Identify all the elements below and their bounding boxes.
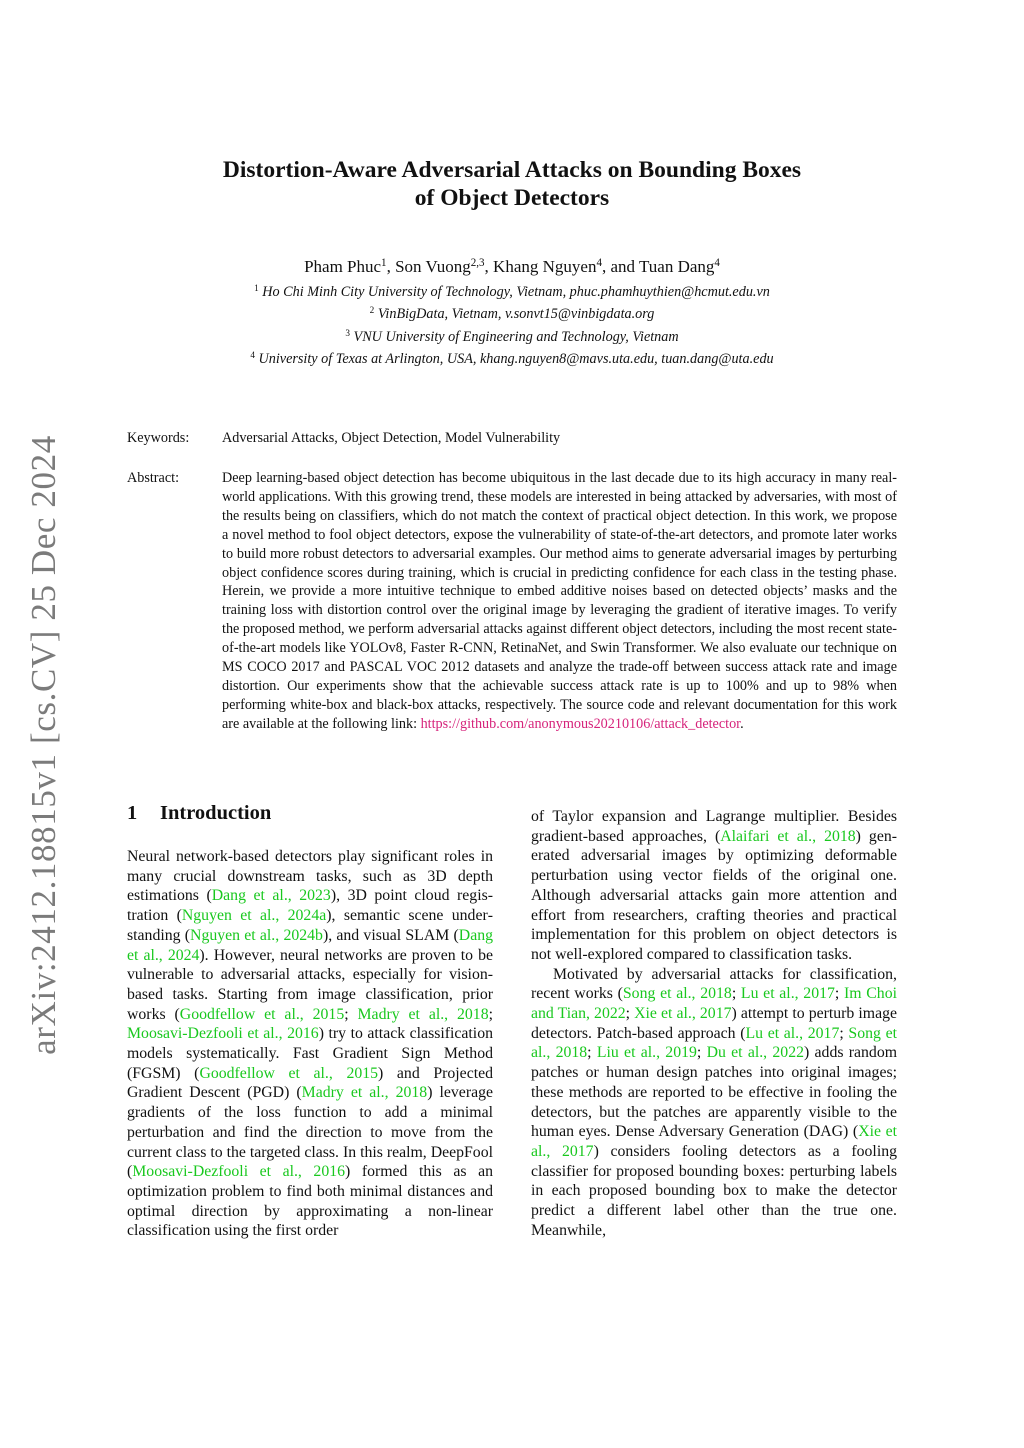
body-text: ; [344,1005,358,1023]
author-affiliation-mark: 4 [714,256,720,269]
body-text: Motivated by adversarial attacks for classification, recent works ( [531,965,897,1003]
body-text: ; [839,1024,849,1042]
author-name: Pham Phuc [304,257,382,276]
author-name: Tuan Dang [638,257,715,276]
body-text: ) attempt to perturb image detectors. Patch-based approach ( [531,1005,897,1042]
paper-title [0,156,1024,212]
citation-link[interactable]: Moosavi-Dezfooli et al., 2016 [132,1163,346,1181]
citation-link[interactable]: Lu et al., 2017 [745,1024,840,1042]
body-text: ; [488,1005,493,1023]
body-text: ), semantic scene understanding ( [127,907,493,944]
affiliation-text: VNU University of Engineering and Technology, Vietnam [353,328,679,345]
body-text: of Taylor expansion and Lagrange multiplier. Besides gradient-based approaches, ( [531,808,897,845]
section-title: Introduction [160,802,272,824]
affiliation-text: University of Texas at Arlington, USA, khang.nguyen8@mavs.uta.edu, tuan.dang@uta.edu [258,351,774,368]
citation-link[interactable]: Goodfellow et al., 2015 [199,1064,379,1082]
body-text: ) considers fooling detectors as a fooling classifier for proposed bounding boxes: perturbing labels in each proposed bounding box to make the detector predict a different label other than the true one. Meanwhile, [531,1142,898,1239]
section-number: 1 [127,802,138,824]
citation-link[interactable]: Xie et al., 2017 [634,1005,732,1023]
body-text: ; [834,985,845,1003]
affiliation [0,303,1024,325]
left-column [127,847,493,1241]
affiliation-text: Ho Chi Minh City University of Technology, Vietnam, phuc.phamhuythien@hcmut.edu.vn [262,284,770,300]
body-text: ) leverage gradients of the loss function to add a minimal perturbation and find the direction to move from the current class to the targeted class. In this realm, DeepFool ( [127,1084,493,1181]
body-text: ; [696,1044,707,1062]
right-column [531,807,897,1240]
citation-link[interactable]: Du et al., 2022 [706,1044,804,1062]
body-text: ; [625,1005,635,1023]
body-text: ), 3D point cloud registration ( [127,887,494,925]
author-separator: , [386,257,396,276]
body-text: ; [731,985,741,1003]
citation-link[interactable]: Xie et al., 2017 [531,1123,897,1160]
citation-link[interactable]: Madry et al., 2018 [357,1005,489,1023]
author-affiliation-mark: 1 [381,256,387,269]
author-name: Son Vuong [395,257,471,276]
source-code-link[interactable]: https://github.com/anonymous20210106/attack_detector [420,715,741,732]
affiliation-number: 1 [254,282,259,293]
abstract-body [222,469,897,734]
affiliation-number: 2 [369,305,375,316]
title-line: Distortion-Aware Adversarial Attacks on Bounding Boxes [222,157,802,183]
citation-link[interactable]: Goodfellow et al., 2015 [179,1005,345,1023]
section-heading [127,802,271,825]
citation-link[interactable]: Nguyen et al., 2024a [181,907,327,925]
author-separator: , [484,257,494,276]
citation-link[interactable]: Alaifari et al., 2018 [720,827,856,845]
body-text: ). However, neural networks are proven to be vulnerable to adversarial attacks, especially for vision-based tasks. Starting from image classification, prior works ( [127,946,493,1023]
abstract-text: Deep learning-based object detection has become ubiquitous in the last decade due to its high accuracy in many real-world applications. With this growing trend, these models are interested in being attacked by adversaries, with most of the results being on classifiers, which do not match the context of practical object detection. In this work, we propose a novel method to fool object detectors, expose the vulnerability of state-of-the-art detectors, and promote later works to build more robust detectors to adversarial examples. Our method aims to generate adversarial images by perturbing object confidence scores during training, which is crucial in predicting confidence for each class in the testing phase. Herein, we provide a more intuitive technique to embed additive noises based on detected objects’ masks and the training loss with distortion control over the original image by leveraging the gradient of iterative images. To verify the proposed method, we perform adversarial attacks against different object detectors, including the most recent state-of-the-art models like YOLOv8, Faster R-CNN, RetinaNet, and Swin Transformer. We also evaluate our technique on MS COCO 2017 and PASCAL VOC 2012 datasets and analyze the trade-off between success attack rate and image distortion. Our experiments show that the achievable success attack rate is up to 100% and up to 98% when performing white-box and black-box attacks, respectively. The source code and relevant documentation for this work are available at the following link: [222,470,897,732]
citation-link[interactable]: Liu et al., 2019 [596,1044,697,1062]
keywords-label: Keywords: [127,430,190,446]
title-line: of Object Detectors [414,185,610,211]
author-affiliation-mark: 4 [596,256,602,269]
affiliation [0,348,1024,370]
affiliation-number: 3 [345,327,350,338]
author-list [0,256,1024,278]
body-text: ) adds random patches or human design patches into original images; these methods are reported to be effective in fooling the detectors, but the patches are apparently visible to the human eyes. Dense Adversary Generation (DAG) ( [531,1044,898,1141]
citation-link[interactable]: Moosavi-Dezfooli et al., 2016 [127,1025,319,1043]
body-text: ) try to attack classification models systematically. Fast Gradient Sign Method (FGSM) ( [127,1025,493,1082]
citation-link[interactable]: Lu et al., 2017 [740,985,835,1003]
citation-link[interactable]: Song et al., 2018 [622,985,732,1003]
body-text: ) and Projected Gradient Descent (PGD) ( [127,1064,494,1102]
body-paragraph [127,847,493,1241]
keywords-text: Adversarial Attacks, Object Detection, Model Vulnerability [222,430,561,446]
author-affiliation-mark: 2,3 [470,256,485,269]
author-separator: , and [601,257,639,276]
affiliation-number: 4 [250,350,255,361]
citation-link[interactable]: Nguyen et al., 2024b [190,926,323,944]
author-name: Khang Nguyen [493,257,597,276]
citation-link[interactable]: Dang et al., 2024 [127,926,493,964]
abstract-label: Abstract: [127,470,180,486]
citation-link[interactable]: Song et al., 2018 [531,1024,897,1062]
affiliation-list [0,281,1024,371]
body-text: ) generated adversarial images by optimizing deformable perturbation using vector fields of the original one. Although adversarial attacks gain more attention and effort from researchers, crafting theories and practical implementation for this problem on object detectors is not well-explored compared to classification tasks. [531,827,898,963]
body-text: Neural network-based detectors play significant roles in many crucial downstream tasks, such as 3D depth estimations ( [127,848,493,905]
body-paragraph [531,807,897,965]
citation-link[interactable]: Madry et al., 2018 [301,1084,428,1102]
body-paragraph [531,965,897,1241]
affiliation [0,281,1024,303]
affiliation-text: VinBigData, Vietnam, v.sonvt15@vinbigdata.org [377,306,655,323]
affiliation [0,326,1024,348]
body-text: ), and visual SLAM ( [322,926,459,944]
citation-link[interactable]: Im Choi and Tian, 2022 [531,985,897,1023]
abstract-end: . [740,715,744,732]
arxiv-identifier-stamp: arXiv:2412.18815v1 [cs.CV] 25 Dec 2024 [24,435,63,1055]
body-text: ; [587,1044,597,1062]
body-text: ) formed this as an optimization problem to find both minimal distances and optimal direction by approximating a non-linear classification using the first order [127,1163,493,1240]
citation-link[interactable]: Dang et al., 2023 [211,887,331,905]
